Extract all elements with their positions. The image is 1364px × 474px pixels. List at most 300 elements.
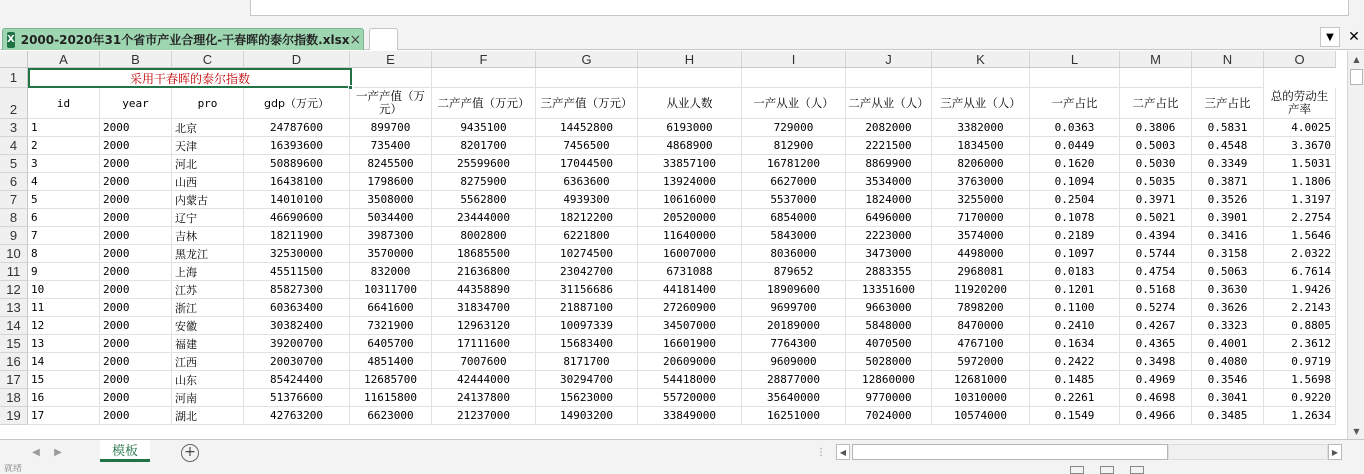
cell[interactable]: 5028000 (846, 353, 932, 371)
column-header-l[interactable]: L (1030, 51, 1120, 68)
cell[interactable]: 福建 (172, 335, 244, 353)
cell[interactable]: 33849000 (638, 407, 742, 425)
row-header[interactable]: 5 (0, 155, 28, 173)
cell[interactable]: 7321900 (350, 317, 432, 335)
cell[interactable]: 4767100 (932, 335, 1030, 353)
cell[interactable]: 16781200 (742, 155, 846, 173)
cell[interactable]: 2968081 (932, 263, 1030, 281)
cell[interactable]: 10274500 (536, 245, 638, 263)
row-header[interactable]: 16 (0, 353, 28, 371)
cell[interactable]: 1.5031 (1264, 155, 1336, 173)
cell[interactable]: 30294700 (536, 371, 638, 389)
cell[interactable]: 9435100 (432, 119, 536, 137)
column-header-o[interactable]: O (1264, 51, 1336, 68)
cell[interactable]: 3987300 (350, 227, 432, 245)
cell[interactable]: 3574000 (932, 227, 1030, 245)
cell[interactable]: 12963120 (432, 317, 536, 335)
cell[interactable]: 10616000 (638, 191, 742, 209)
cell[interactable]: 8869900 (846, 155, 932, 173)
cell[interactable] (742, 68, 846, 88)
cell[interactable]: 2000 (100, 155, 172, 173)
cell[interactable]: 31834700 (432, 299, 536, 317)
cell[interactable]: 21636800 (432, 263, 536, 281)
cell[interactable]: 44181400 (638, 281, 742, 299)
cell[interactable]: 6.7614 (1264, 263, 1336, 281)
cell[interactable]: 13351600 (846, 281, 932, 299)
cell[interactable]: 4.0025 (1264, 119, 1336, 137)
row-header[interactable]: 11 (0, 263, 28, 281)
cell[interactable]: 1.5646 (1264, 227, 1336, 245)
cell[interactable]: 12681000 (932, 371, 1030, 389)
cell[interactable]: 2221500 (846, 137, 932, 155)
cell[interactable]: 山东 (172, 371, 244, 389)
cell[interactable]: 7170000 (932, 209, 1030, 227)
cell[interactable]: 吉林 (172, 227, 244, 245)
cell[interactable]: 0.9719 (1264, 353, 1336, 371)
cell[interactable]: 5562800 (432, 191, 536, 209)
cell[interactable]: 17044500 (536, 155, 638, 173)
header-cell[interactable]: 三产从业（人） (932, 88, 1030, 119)
column-header-k[interactable]: K (932, 51, 1030, 68)
cell[interactable]: 2.2754 (1264, 209, 1336, 227)
cell[interactable]: 河南 (172, 389, 244, 407)
cell[interactable]: 8171700 (536, 353, 638, 371)
cell[interactable]: 15 (28, 371, 100, 389)
cell[interactable]: 2000 (100, 281, 172, 299)
cell[interactable]: 4868900 (638, 137, 742, 155)
cell[interactable]: 12 (28, 317, 100, 335)
cell[interactable]: 10310000 (932, 389, 1030, 407)
cell[interactable]: 2000 (100, 389, 172, 407)
cell[interactable]: 16 (28, 389, 100, 407)
cell[interactable]: 1798600 (350, 173, 432, 191)
cell[interactable]: 0.1201 (1030, 281, 1120, 299)
cell[interactable]: 内蒙古 (172, 191, 244, 209)
cell[interactable]: 20030700 (244, 353, 350, 371)
column-header-f[interactable]: F (432, 51, 536, 68)
cell[interactable]: 899700 (350, 119, 432, 137)
cell[interactable]: 2000 (100, 173, 172, 191)
cell[interactable]: 1834500 (932, 137, 1030, 155)
cell[interactable]: 6641600 (350, 299, 432, 317)
cell[interactable]: 0.4698 (1120, 389, 1192, 407)
cell[interactable]: 16438100 (244, 173, 350, 191)
cell[interactable]: 7024000 (846, 407, 932, 425)
cell[interactable]: 8201700 (432, 137, 536, 155)
row-header[interactable]: 1 (0, 68, 28, 88)
cell[interactable]: 32530000 (244, 245, 350, 263)
new-tab-button[interactable] (369, 28, 398, 50)
cell[interactable]: 7898200 (932, 299, 1030, 317)
scroll-right-icon[interactable]: ▶ (1328, 444, 1342, 460)
cell[interactable]: 13 (28, 335, 100, 353)
cell[interactable]: 6193000 (638, 119, 742, 137)
cell[interactable]: 23444000 (432, 209, 536, 227)
cell[interactable]: 3534000 (846, 173, 932, 191)
cell[interactable]: 0.3416 (1192, 227, 1264, 245)
cell[interactable]: 18211900 (244, 227, 350, 245)
vertical-scrollbar[interactable] (1347, 51, 1364, 439)
cell[interactable]: 60363400 (244, 299, 350, 317)
cell[interactable]: 0.5168 (1120, 281, 1192, 299)
cell[interactable] (1192, 68, 1264, 88)
cell[interactable]: 6363600 (536, 173, 638, 191)
cell[interactable]: 0.3323 (1192, 317, 1264, 335)
cell[interactable]: 安徽 (172, 317, 244, 335)
horizontal-scroll-track[interactable] (1168, 444, 1328, 460)
cell[interactable]: 16393600 (244, 137, 350, 155)
cell[interactable]: 2.0322 (1264, 245, 1336, 263)
cell[interactable]: 14452800 (536, 119, 638, 137)
header-cell[interactable]: 三产占比 (1192, 88, 1264, 119)
cell[interactable]: 54418000 (638, 371, 742, 389)
sheet-tab-active[interactable]: 模板 (100, 440, 150, 462)
cell[interactable]: 北京 (172, 119, 244, 137)
cell[interactable]: 6854000 (742, 209, 846, 227)
cell[interactable]: 0.5021 (1120, 209, 1192, 227)
cell[interactable]: 2000 (100, 245, 172, 263)
cell[interactable]: 34507000 (638, 317, 742, 335)
cell[interactable]: 5 (28, 191, 100, 209)
normal-view-icon[interactable] (1070, 466, 1084, 474)
cell[interactable]: 12685700 (350, 371, 432, 389)
cell[interactable]: 9663000 (846, 299, 932, 317)
cell[interactable]: 0.5003 (1120, 137, 1192, 155)
cell[interactable]: 辽宁 (172, 209, 244, 227)
cell[interactable] (1120, 68, 1192, 88)
cell[interactable]: 879652 (742, 263, 846, 281)
cell[interactable]: 0.3526 (1192, 191, 1264, 209)
cell[interactable]: 0.3630 (1192, 281, 1264, 299)
cell[interactable]: 5972000 (932, 353, 1030, 371)
row-header[interactable]: 13 (0, 299, 28, 317)
cell[interactable]: 25599600 (432, 155, 536, 173)
cell[interactable]: 0.4548 (1192, 137, 1264, 155)
scroll-left-icon[interactable]: ◀ (836, 444, 850, 460)
cell[interactable]: 6623000 (350, 407, 432, 425)
cell[interactable]: 0.1097 (1030, 245, 1120, 263)
cell[interactable]: 1824000 (846, 191, 932, 209)
row-header[interactable]: 3 (0, 119, 28, 137)
cell[interactable]: 6731088 (638, 263, 742, 281)
cell[interactable] (846, 68, 932, 88)
cell[interactable]: 上海 (172, 263, 244, 281)
cell[interactable]: 2000 (100, 191, 172, 209)
scroll-up-icon[interactable]: ▲ (1353, 54, 1360, 64)
cell[interactable]: 6221800 (536, 227, 638, 245)
cell[interactable]: 0.9220 (1264, 389, 1336, 407)
cell[interactable]: 11640000 (638, 227, 742, 245)
cell[interactable]: 5537000 (742, 191, 846, 209)
sheet-nav-right-icon[interactable]: ▶ (54, 446, 62, 458)
cell[interactable]: 11615800 (350, 389, 432, 407)
formula-input[interactable] (250, 0, 1349, 16)
add-sheet-icon[interactable]: + (181, 444, 199, 462)
cell[interactable]: 2000 (100, 227, 172, 245)
row-header[interactable]: 8 (0, 209, 28, 227)
column-header-g[interactable]: G (536, 51, 638, 68)
cell[interactable]: 15683400 (536, 335, 638, 353)
cell[interactable]: 4939300 (536, 191, 638, 209)
header-cell[interactable]: 一产从业（人） (742, 88, 846, 119)
cell[interactable]: 6 (28, 209, 100, 227)
row-header[interactable]: 14 (0, 317, 28, 335)
cell[interactable]: 6496000 (846, 209, 932, 227)
column-header-h[interactable]: H (638, 51, 742, 68)
cell[interactable]: 17 (28, 407, 100, 425)
cell[interactable]: 3508000 (350, 191, 432, 209)
cell[interactable]: 0.8805 (1264, 317, 1336, 335)
cell[interactable]: 2000 (100, 335, 172, 353)
splitter-icon[interactable]: ⋮ (816, 447, 826, 458)
cell[interactable]: 20189000 (742, 317, 846, 335)
cell[interactable]: 山西 (172, 173, 244, 191)
cell[interactable]: 河北 (172, 155, 244, 173)
cell[interactable]: 7 (28, 227, 100, 245)
cell[interactable]: 0.3546 (1192, 371, 1264, 389)
cell[interactable]: 5034400 (350, 209, 432, 227)
cell[interactable]: 14903200 (536, 407, 638, 425)
scroll-down-icon[interactable]: ▼ (1353, 426, 1360, 436)
cell[interactable]: 2000 (100, 263, 172, 281)
cell[interactable]: 0.3901 (1192, 209, 1264, 227)
cell[interactable]: 35640000 (742, 389, 846, 407)
cell[interactable]: 0.4754 (1120, 263, 1192, 281)
cell[interactable]: 10574000 (932, 407, 1030, 425)
cell[interactable]: 0.3349 (1192, 155, 1264, 173)
cell[interactable]: 16251000 (742, 407, 846, 425)
cell[interactable]: 2000 (100, 209, 172, 227)
cell[interactable]: 3382000 (932, 119, 1030, 137)
cell[interactable]: 天津 (172, 137, 244, 155)
cell[interactable]: 0.3806 (1120, 119, 1192, 137)
page-break-view-icon[interactable] (1130, 466, 1144, 474)
document-tab[interactable] (2, 28, 364, 50)
cell[interactable] (350, 68, 432, 88)
cell[interactable]: 0.5030 (1120, 155, 1192, 173)
cell[interactable]: 23042700 (536, 263, 638, 281)
cell[interactable]: 46690600 (244, 209, 350, 227)
cell[interactable]: 6627000 (742, 173, 846, 191)
cell[interactable]: 0.1100 (1030, 299, 1120, 317)
cell[interactable]: 0.4001 (1192, 335, 1264, 353)
header-cell[interactable]: 二产产值（万元） (432, 88, 536, 119)
cell[interactable]: 8470000 (932, 317, 1030, 335)
cell[interactable]: 15623000 (536, 389, 638, 407)
row-header[interactable]: 19 (0, 407, 28, 425)
cell[interactable]: 0.2504 (1030, 191, 1120, 209)
cell[interactable]: 1.9426 (1264, 281, 1336, 299)
header-cell[interactable]: 一产占比 (1030, 88, 1120, 119)
cell[interactable]: 4 (28, 173, 100, 191)
column-header-b[interactable]: B (100, 51, 172, 68)
cell[interactable]: 0.2410 (1030, 317, 1120, 335)
cell[interactable]: 0.1620 (1030, 155, 1120, 173)
cell[interactable]: 16601900 (638, 335, 742, 353)
cell[interactable]: 5848000 (846, 317, 932, 335)
cell[interactable]: 0.4267 (1120, 317, 1192, 335)
cell[interactable]: 18212200 (536, 209, 638, 227)
header-cell[interactable]: 三产产值（万元） (536, 88, 638, 119)
column-header-d[interactable]: D (244, 51, 350, 68)
cell[interactable]: 51376600 (244, 389, 350, 407)
select-all-corner[interactable] (0, 51, 28, 68)
cell[interactable]: 1.2634 (1264, 407, 1336, 425)
cell[interactable]: 0.3498 (1120, 353, 1192, 371)
cell[interactable]: 0.0363 (1030, 119, 1120, 137)
cell[interactable]: 24787600 (244, 119, 350, 137)
cell[interactable]: 0.1094 (1030, 173, 1120, 191)
cell[interactable]: 0.3971 (1120, 191, 1192, 209)
cell[interactable]: 31156686 (536, 281, 638, 299)
cell[interactable]: 85424400 (244, 371, 350, 389)
row-header[interactable]: 7 (0, 191, 28, 209)
cell[interactable]: 2883355 (846, 263, 932, 281)
close-tab-icon[interactable]: × (349, 31, 362, 48)
cell[interactable]: 0.3485 (1192, 407, 1264, 425)
cell[interactable]: 9 (28, 263, 100, 281)
column-header-c[interactable]: C (172, 51, 244, 68)
cell[interactable]: 0.2189 (1030, 227, 1120, 245)
cell[interactable]: 0.4365 (1120, 335, 1192, 353)
cell[interactable]: 0.3158 (1192, 245, 1264, 263)
cell[interactable]: 0.3871 (1192, 173, 1264, 191)
cell[interactable]: 0.1634 (1030, 335, 1120, 353)
cell[interactable]: 729000 (742, 119, 846, 137)
header-cell[interactable]: 二产占比 (1120, 88, 1192, 119)
cell[interactable]: 8245500 (350, 155, 432, 173)
cell[interactable]: 3763000 (932, 173, 1030, 191)
cell[interactable]: 33857100 (638, 155, 742, 173)
cell[interactable]: 11 (28, 299, 100, 317)
row-header[interactable]: 9 (0, 227, 28, 245)
cell[interactable]: 0.5744 (1120, 245, 1192, 263)
cell[interactable]: 6405700 (350, 335, 432, 353)
cell[interactable]: 1.1806 (1264, 173, 1336, 191)
cell[interactable]: 1.3197 (1264, 191, 1336, 209)
column-header-e[interactable]: E (350, 51, 432, 68)
cell[interactable]: 0.5063 (1192, 263, 1264, 281)
cell[interactable]: 10311700 (350, 281, 432, 299)
cell[interactable]: 10 (28, 281, 100, 299)
cell[interactable]: 3.3670 (1264, 137, 1336, 155)
cell[interactable]: 9609000 (742, 353, 846, 371)
cell[interactable]: 18685500 (432, 245, 536, 263)
selected-merged-title-cell[interactable]: 采用干春晖的泰尔指数 (28, 68, 352, 88)
row-header[interactable]: 15 (0, 335, 28, 353)
header-cell[interactable]: pro (172, 88, 244, 119)
cell[interactable]: 0.4966 (1120, 407, 1192, 425)
cell[interactable]: 2000 (100, 353, 172, 371)
cell[interactable]: 45511500 (244, 263, 350, 281)
cell[interactable]: 7456500 (536, 137, 638, 155)
cell[interactable]: 0.0183 (1030, 263, 1120, 281)
cell[interactable]: 20520000 (638, 209, 742, 227)
cell[interactable]: 10097339 (536, 317, 638, 335)
cell[interactable]: 24137800 (432, 389, 536, 407)
cell[interactable]: 0.3626 (1192, 299, 1264, 317)
cell[interactable]: 7764300 (742, 335, 846, 353)
cell[interactable]: 2000 (100, 119, 172, 137)
cell[interactable]: 3570000 (350, 245, 432, 263)
horizontal-scroll-thumb[interactable] (852, 444, 1168, 460)
cell[interactable]: 21237000 (432, 407, 536, 425)
cell[interactable]: 42763200 (244, 407, 350, 425)
cell[interactable]: 0.5831 (1192, 119, 1264, 137)
cell[interactable]: 2000 (100, 407, 172, 425)
cell[interactable]: 21887100 (536, 299, 638, 317)
cell[interactable]: 5843000 (742, 227, 846, 245)
row-header[interactable]: 17 (0, 371, 28, 389)
cell[interactable]: 0.0449 (1030, 137, 1120, 155)
horizontal-scrollbar[interactable] (816, 444, 1346, 460)
cell[interactable]: 2000 (100, 371, 172, 389)
cell[interactable]: 3255000 (932, 191, 1030, 209)
cell[interactable]: 55720000 (638, 389, 742, 407)
close-icon[interactable]: ✕ (1348, 29, 1360, 45)
cell[interactable]: 44358890 (432, 281, 536, 299)
cell[interactable]: 0.4080 (1192, 353, 1264, 371)
row-header[interactable]: 6 (0, 173, 28, 191)
header-cell[interactable]: 二产从业（人） (846, 88, 932, 119)
cell[interactable]: 735400 (350, 137, 432, 155)
header-cell[interactable]: id (28, 88, 100, 119)
cell[interactable]: 832000 (350, 263, 432, 281)
cell[interactable]: 14010100 (244, 191, 350, 209)
cell[interactable]: 8 (28, 245, 100, 263)
cell[interactable]: 18909600 (742, 281, 846, 299)
cell[interactable]: 39200700 (244, 335, 350, 353)
cell[interactable]: 0.5035 (1120, 173, 1192, 191)
row-header[interactable]: 4 (0, 137, 28, 155)
cell[interactable]: 2.2143 (1264, 299, 1336, 317)
column-header-a[interactable]: A (28, 51, 100, 68)
cell[interactable]: 20609000 (638, 353, 742, 371)
header-cell[interactable]: 总的劳动生产率 (1264, 88, 1336, 119)
cell[interactable]: 4498000 (932, 245, 1030, 263)
cell[interactable]: 0.2261 (1030, 389, 1120, 407)
cell[interactable]: 13924000 (638, 173, 742, 191)
header-cell[interactable]: 从业人数 (638, 88, 742, 119)
cell[interactable]: 50889600 (244, 155, 350, 173)
cell[interactable]: 1 (28, 119, 100, 137)
cell[interactable]: 14 (28, 353, 100, 371)
cell[interactable]: 4070500 (846, 335, 932, 353)
cell[interactable]: 42444000 (432, 371, 536, 389)
cell[interactable]: 3 (28, 155, 100, 173)
cell[interactable]: 85827300 (244, 281, 350, 299)
cell[interactable]: 30382400 (244, 317, 350, 335)
cell[interactable]: 0.5274 (1120, 299, 1192, 317)
cell[interactable]: 7007600 (432, 353, 536, 371)
cell[interactable]: 2000 (100, 299, 172, 317)
cell[interactable]: 2000 (100, 317, 172, 335)
cell[interactable]: 0.1549 (1030, 407, 1120, 425)
chevron-down-icon[interactable]: ▼ (1320, 27, 1340, 47)
column-header-j[interactable]: J (846, 51, 932, 68)
fill-handle[interactable] (348, 85, 353, 90)
cell[interactable]: 3473000 (846, 245, 932, 263)
cell[interactable]: 8275900 (432, 173, 536, 191)
cell[interactable]: 浙江 (172, 299, 244, 317)
cell[interactable]: 12860000 (846, 371, 932, 389)
cell[interactable]: 0.4969 (1120, 371, 1192, 389)
header-cell[interactable]: 一产产值（万元） (350, 88, 432, 119)
cell[interactable]: 2.3612 (1264, 335, 1336, 353)
vertical-scroll-thumb[interactable] (1350, 69, 1363, 85)
cell[interactable]: 27260900 (638, 299, 742, 317)
cell[interactable]: 江西 (172, 353, 244, 371)
